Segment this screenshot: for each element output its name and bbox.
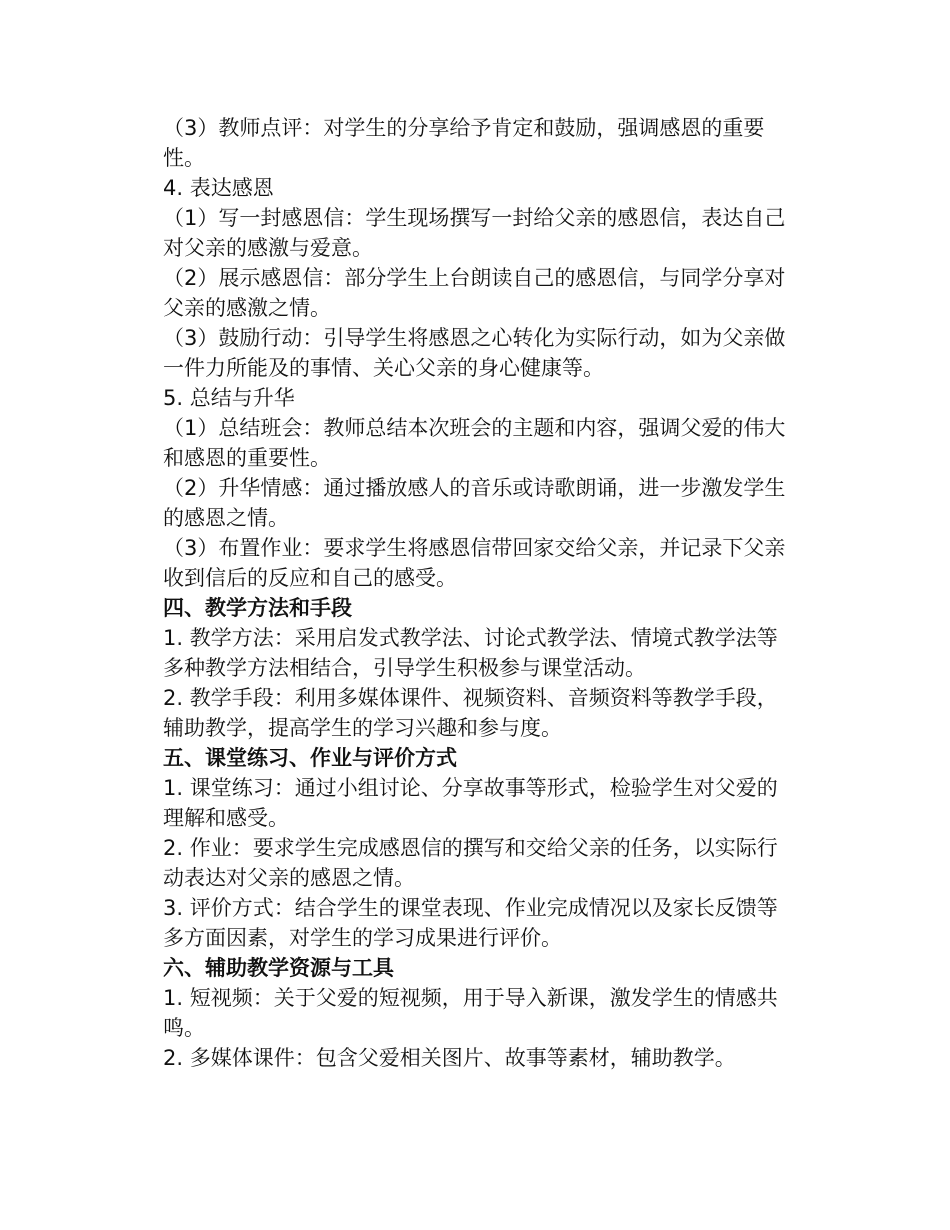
paragraph: 2. 教学手段：利用多媒体课件、视频资料、音频资料等教学手段，辅助教学，提高学生的学习兴趣和参与度。 [163,686,778,740]
paragraph: 1. 教学方法：采用启发式教学法、讨论式教学法、情境式教学法等多种教学方法相结合，引导学生积极参与课堂活动。 [163,626,778,680]
document-page [163,113,788,1073]
section-heading: 六、辅助教学资源与工具 [163,956,394,980]
paragraph: 3. 评价方式：结合学生的课堂表现、作业完成情况以及家长反馈等多方面因素，对学生的学习成果进行评价。 [163,896,778,950]
paragraph: （3）教师点评：对学生的分享给予肯定和鼓励，强调感恩的重要性。 [163,116,765,170]
paragraph: （3）鼓励行动：引导学生将感恩之心转化为实际行动，如为父亲做一件力所能及的事情、关心父亲的身心健康等。 [163,326,786,380]
paragraph: （3）布置作业：要求学生将感恩信带回家交给父亲，并记录下父亲收到信后的反应和自己的感受。 [163,536,786,590]
section-subheading: 5. 总结与升华 [163,386,295,410]
paragraph: 2. 作业：要求学生完成感恩信的撰写和交给父亲的任务，以实际行动表达对父亲的感恩之情。 [163,836,778,890]
paragraph: （1）总结班会：教师总结本次班会的主题和内容，强调父爱的伟大和感恩的重要性。 [163,416,786,470]
section-heading: 五、课堂练习、作业与评价方式 [163,746,457,770]
paragraph: 1. 课堂练习：通过小组讨论、分享故事等形式，检验学生对父爱的理解和感受。 [163,776,778,830]
section-heading: 四、教学方法和手段 [163,596,352,620]
paragraph: （2）展示感恩信：部分学生上台朗读自己的感恩信，与同学分享对父亲的感激之情。 [163,266,786,320]
paragraph: （1）写一封感恩信：学生现场撰写一封给父亲的感恩信，表达自己对父亲的感激与爱意。 [163,206,786,260]
paragraph: （2）升华情感：通过播放感人的音乐或诗歌朗诵，进一步激发学生的感恩之情。 [163,476,786,530]
paragraph: 1. 短视频：关于父爱的短视频，用于导入新课，激发学生的情感共鸣。 [163,986,778,1040]
paragraph: 2. 多媒体课件：包含父爱相关图片、故事等素材，辅助教学。 [163,1046,736,1070]
section-subheading: 4. 表达感恩 [163,176,274,200]
